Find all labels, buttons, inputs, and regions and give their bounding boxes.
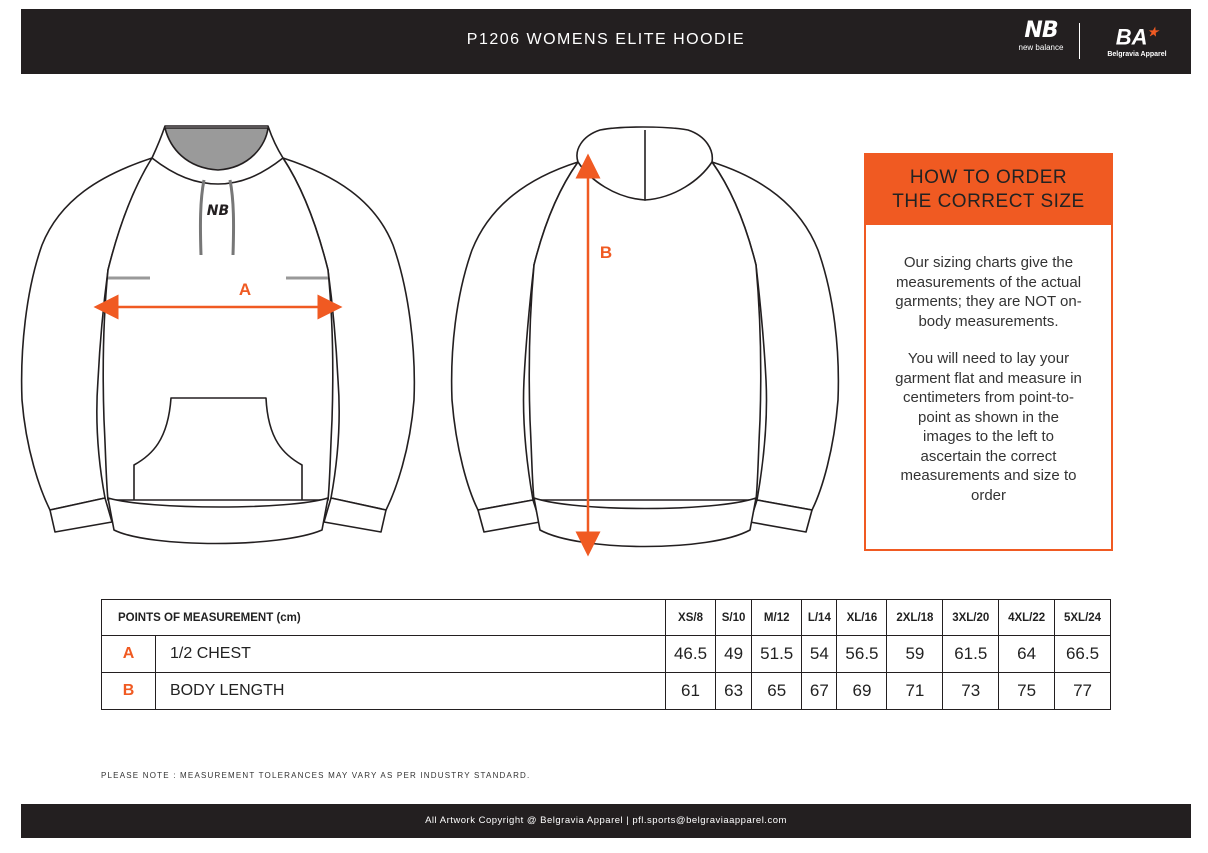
back-waistband	[534, 498, 756, 547]
length-measure-label: B	[599, 243, 613, 262]
how-to-order-title-line2: THE CORRECT SIZE	[892, 191, 1085, 212]
measurement-value: 64	[999, 636, 1055, 673]
measurement-value: 51.5	[752, 636, 802, 673]
tolerance-note: PLEASE NOTE : MEASUREMENT TOLERANCES MAY VARY AS PER INDUSTRY STANDARD.	[101, 771, 531, 780]
belgravia-logo-text: Belgravia Apparel	[1107, 51, 1167, 59]
measurement-value: 73	[943, 673, 999, 710]
how-to-order-paragraph-1: Our sizing charts give the measurements of the actual garments; they are NOT on-body measurements.	[895, 254, 1082, 330]
size-chart-table	[101, 599, 1111, 710]
measurement-value: 54	[802, 636, 837, 673]
measurement-value: 56.5	[837, 636, 887, 673]
measurement-value: 61	[666, 673, 716, 710]
measurement-label: 1/2 CHEST	[156, 636, 666, 673]
measurement-value: 66.5	[1055, 636, 1111, 673]
measurement-value: 65	[752, 673, 802, 710]
size-header: 4XL/22	[999, 600, 1055, 636]
how-to-order-box	[864, 153, 1113, 551]
size-header: 5XL/24	[1055, 600, 1111, 636]
footer-bar: All Artwork Copyright @ Belgravia Apparel | pfl.sports@belgraviaapparel.com	[21, 804, 1191, 838]
how-to-order-title-line1: HOW TO ORDER	[909, 167, 1068, 188]
how-to-order-text	[866, 225, 1111, 505]
size-header: 2XL/18	[887, 600, 943, 636]
measurement-label: BODY LENGTH	[156, 673, 666, 710]
front-hoodie	[22, 126, 415, 544]
measurement-value: 49	[716, 636, 752, 673]
measurement-value: 46.5	[666, 636, 716, 673]
measurement-value: 63	[716, 673, 752, 710]
size-header: L/14	[802, 600, 837, 636]
size-header: M/12	[752, 600, 802, 636]
size-header: 3XL/20	[943, 600, 999, 636]
measurement-value: 69	[837, 673, 887, 710]
star-icon: ★	[1147, 25, 1159, 39]
measurement-value: 75	[999, 673, 1055, 710]
back-body	[529, 162, 761, 500]
new-balance-logo-mark: NB	[1024, 18, 1058, 43]
how-to-order-paragraph-2: You will need to lay your garment flat and measure in centimeters from point-to-point as shown in the images to the left to ascertain the correct measurements and size to order	[895, 350, 1082, 504]
measurement-value: 67	[802, 673, 837, 710]
measurement-value: 77	[1055, 673, 1111, 710]
measurement-value: 59	[887, 636, 943, 673]
back-hoodie	[452, 127, 839, 547]
how-to-order-title	[866, 155, 1111, 225]
new-balance-logo-text: new balance	[1018, 43, 1064, 52]
measurement-value: 61.5	[943, 636, 999, 673]
size-chart-title: POINTS OF MEASUREMENT (cm)	[102, 600, 666, 636]
table-row	[102, 636, 1111, 673]
measurement-value: 71	[887, 673, 943, 710]
measurement-code: B	[102, 673, 156, 710]
size-header: XL/16	[837, 600, 887, 636]
chest-measure-label: A	[238, 280, 252, 299]
front-waistband	[108, 498, 328, 544]
size-header: S/10	[716, 600, 752, 636]
page-title: P1206 WOMENS ELITE HOODIE	[466, 31, 746, 48]
belgravia-logo-mark: BA★	[1115, 24, 1159, 50]
table-row	[102, 673, 1111, 710]
size-chart-header-row	[102, 600, 1111, 636]
size-header: XS/8	[666, 600, 716, 636]
measurement-code: A	[102, 636, 156, 673]
front-chest-logo: NB	[206, 203, 230, 219]
